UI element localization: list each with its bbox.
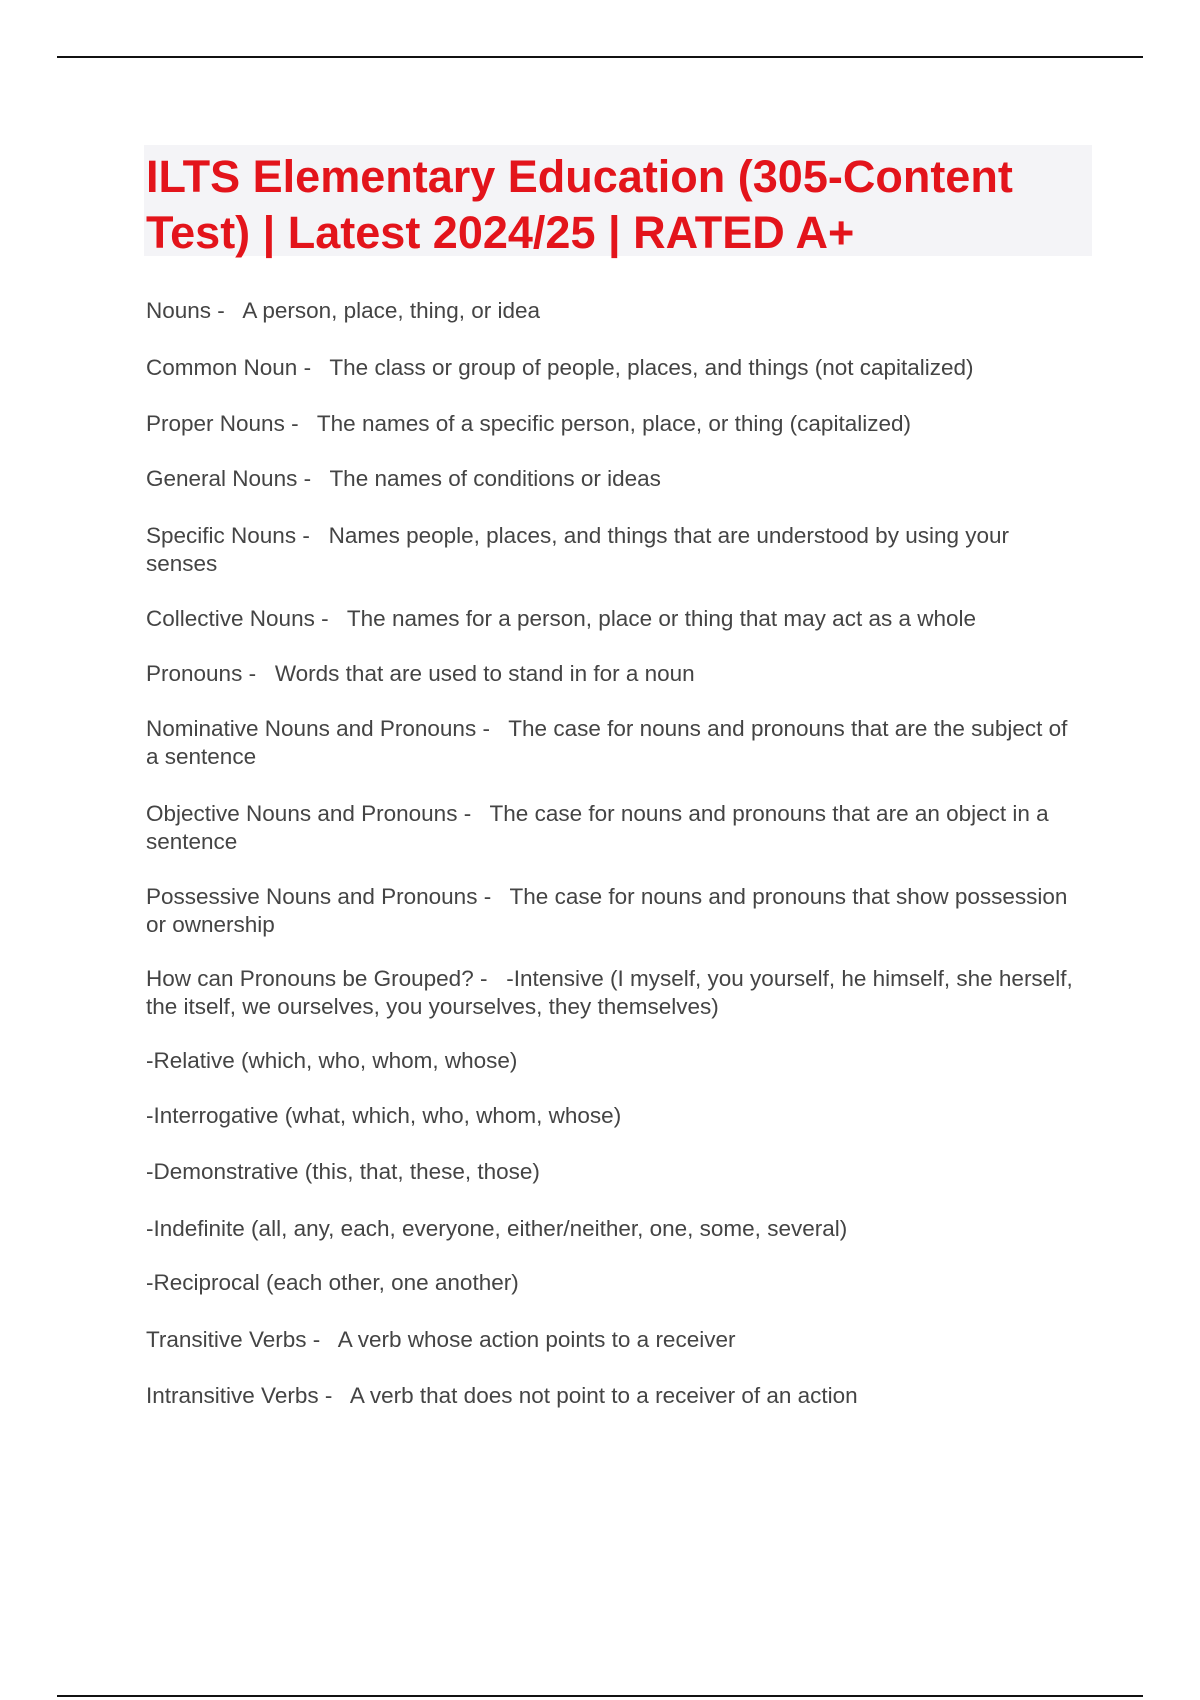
entry-separator: - (284, 411, 317, 436)
group-demonstrative: -Demonstrative (this, that, these, those) (146, 1159, 540, 1184)
entry-definition: Words that are used to stand in for a noun (274, 661, 695, 686)
group-reciprocal: -Reciprocal (each other, one another) (146, 1270, 519, 1295)
entry-term: General Nouns (146, 466, 298, 491)
entry-pronoun-groups (146, 965, 1086, 1021)
entry-separator: - (306, 1327, 338, 1352)
entry-term: Possessive Nouns and Pronouns (146, 884, 478, 909)
entry-separator: - (457, 801, 490, 826)
entry-definition: A verb whose action points to a receiver (337, 1327, 736, 1352)
entry-definition: The names of a specific person, place, or thing (capitalized) (316, 411, 911, 436)
entry-term: Nominative Nouns and Pronouns (146, 716, 477, 741)
entry-definition: A person, place, thing, or idea (242, 298, 541, 323)
entry-term: How can Pronouns be Grouped? (146, 966, 474, 991)
entry-separator: - (476, 716, 509, 741)
entry-separator: - (242, 661, 275, 686)
entry-definition: -Intensive (I myself, you yourself, he himself, she herself, the itself, we ourselves, you yourselves, they themselves) (146, 966, 1073, 1019)
entry-collective-nouns (146, 605, 1086, 633)
entry-possessive (146, 883, 1086, 939)
entry-separator: - (318, 1383, 350, 1408)
entry-transitive-verbs (146, 1326, 1086, 1354)
entry-term: Objective Nouns and Pronouns (146, 801, 458, 826)
entry-intransitive-verbs (146, 1382, 1086, 1410)
entry-general-nouns (146, 465, 1086, 493)
entry-term: Intransitive Verbs (146, 1383, 319, 1408)
entry-nominative (146, 715, 1086, 771)
group-indefinite: -Indefinite (all, any, each, everyone, either/neither, one, some, several) (146, 1216, 848, 1241)
entry-term: Nouns (146, 298, 212, 323)
entry-definition: The case for nouns and pronouns that are the subject of a sentence (146, 716, 1068, 769)
entry-separator: - (297, 466, 330, 491)
entry-definition: A verb that does not point to a receiver of an action (349, 1383, 858, 1408)
top-rule (57, 56, 1143, 58)
entry-term: Pronouns (146, 661, 243, 686)
entry-common-noun (146, 354, 1086, 382)
bottom-rule (57, 1695, 1143, 1697)
entry-separator: - (296, 523, 329, 548)
entry-specific-nouns (146, 522, 1086, 578)
entry-definition: The case for nouns and pronouns that are an object in a sentence (146, 801, 1049, 854)
entry-pronouns (146, 660, 1086, 688)
entry-definition: Names people, places, and things that are understood by using your senses (146, 523, 1010, 576)
group-relative: -Relative (which, who, whom, whose) (146, 1048, 518, 1073)
entry-separator: - (297, 355, 330, 380)
entry-definition: The names for a person, place or thing that may act as a whole (346, 606, 977, 631)
entry-term: Specific Nouns (146, 523, 297, 548)
entry-separator: - (211, 298, 243, 323)
document-title: ILTS Elementary Education (305-Content Test) | Latest 2024/25 | RATED A+ (146, 151, 1013, 258)
group-interrogative: -Interrogative (what, which, who, whom, whose) (146, 1103, 622, 1128)
entry-term: Common Noun (146, 355, 298, 380)
entry-objective (146, 800, 1086, 856)
title-banner (144, 145, 1092, 256)
entry-term: Transitive Verbs (146, 1327, 307, 1352)
entry-term: Proper Nouns (146, 411, 285, 436)
entry-definition: The names of conditions or ideas (329, 466, 661, 491)
entry-proper-nouns (146, 410, 1086, 438)
entry-separator: - (314, 606, 347, 631)
entry-definition: The class or group of people, places, and things (not capitalized) (329, 355, 974, 380)
entry-separator: - (473, 966, 507, 991)
entry-nouns (146, 297, 1086, 325)
entry-definition: The case for nouns and pronouns that show possession or ownership (146, 884, 1068, 937)
entry-term: Collective Nouns (146, 606, 315, 631)
entry-separator: - (477, 884, 510, 909)
